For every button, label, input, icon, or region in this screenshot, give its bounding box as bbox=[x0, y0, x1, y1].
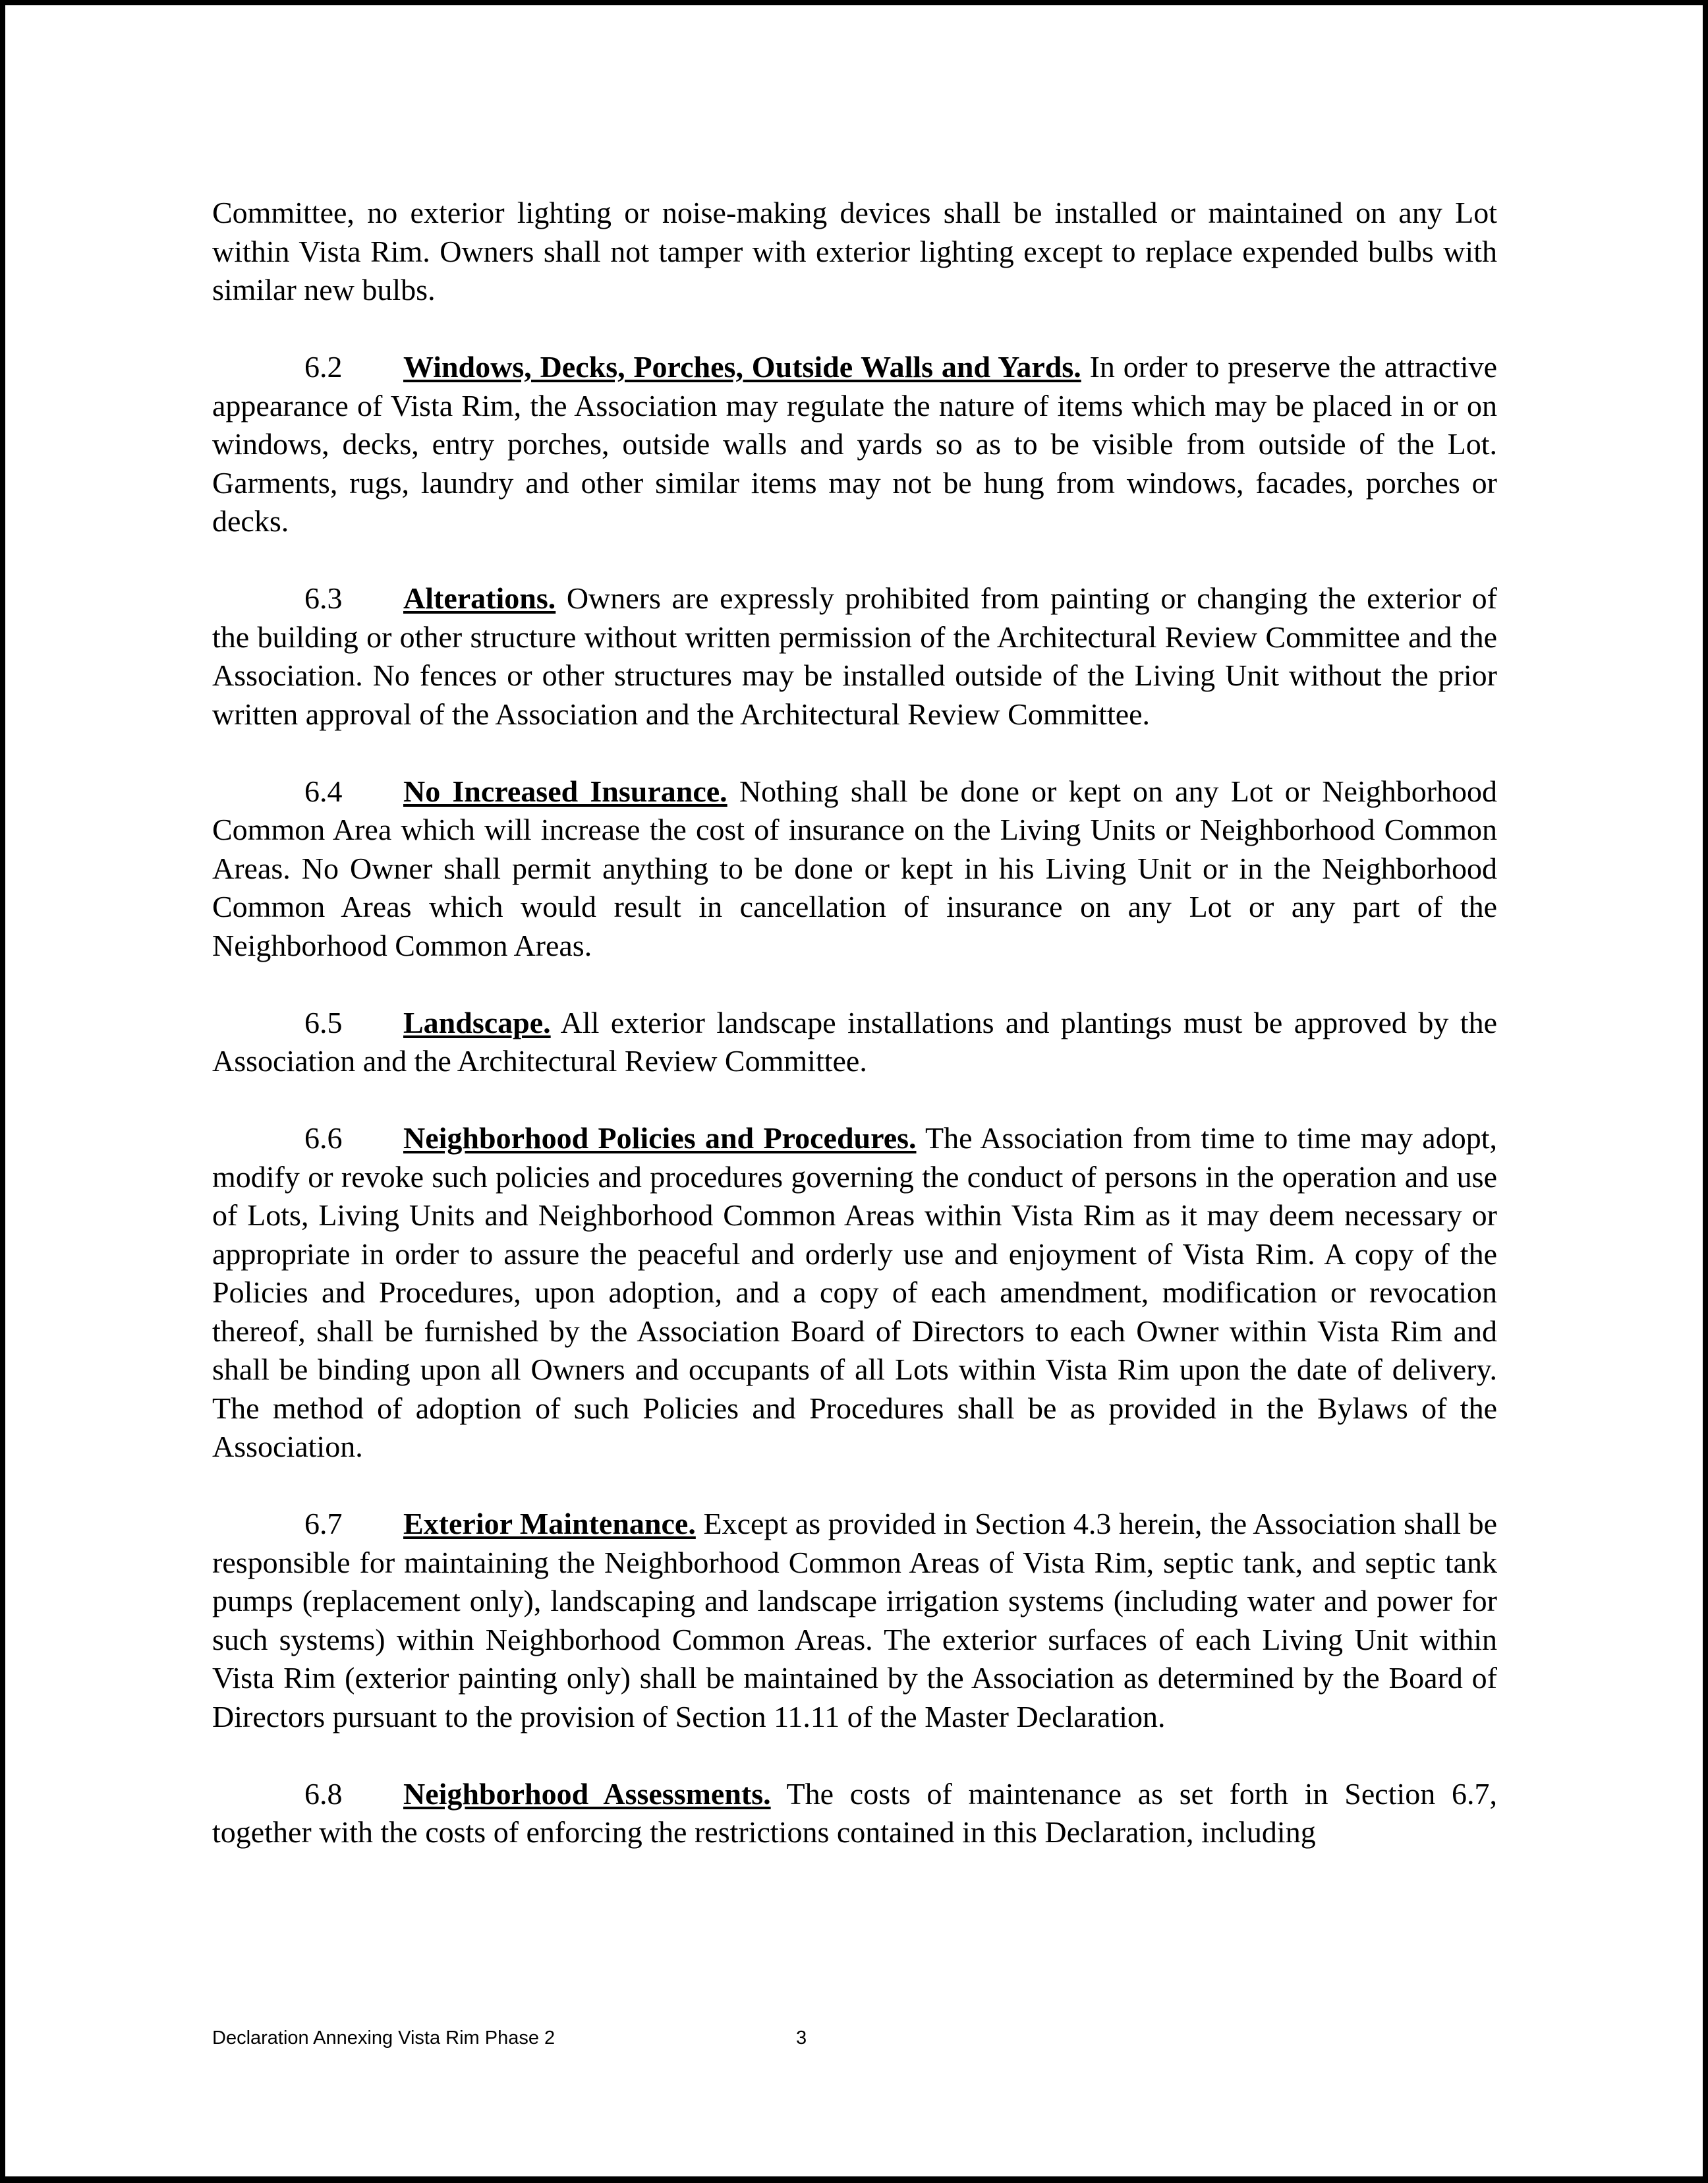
section-6-3 bbox=[212, 579, 1497, 734]
section-number: 6.6 bbox=[304, 1121, 343, 1155]
section-body: The Association from time to time may adopt, modify or revoke such policies and procedures governing the conduct of persons in the operation and use of Lots, Living Units and Neighborhood Common Areas within Vista Rim as it may deem necessary or appropriate in order to assure the peaceful and orderly use and enjoyment of Vista Rim. A copy of the Policies and Procedures, upon adoption, and a copy of each amendment, modification or revocation thereof, shall be furnished by the Association Board of Directors to each Owner within Vista Rim and shall be binding upon all Owners and occupants of all Lots within Vista Rim upon the date of delivery. The method of adoption of such Policies and Procedures shall be as provided in the Bylaws of the Association. bbox=[212, 1121, 1497, 1463]
document-body bbox=[212, 194, 1497, 1890]
section-heading: Neighborhood Assessments. bbox=[403, 1776, 771, 1811]
section-number: 6.2 bbox=[304, 350, 343, 384]
section-number: 6.7 bbox=[304, 1507, 343, 1540]
section-heading: Windows, Decks, Porches, Outside Walls and Yards. bbox=[403, 350, 1081, 384]
page-number: 3 bbox=[796, 2027, 807, 2049]
scan-border-left bbox=[0, 0, 5, 2183]
section-number: 6.4 bbox=[304, 774, 343, 808]
section-number: 6.5 bbox=[304, 1005, 343, 1039]
section-6-4 bbox=[212, 772, 1497, 966]
section-6-5 bbox=[212, 1004, 1497, 1081]
section-6-2 bbox=[212, 348, 1497, 541]
section-body: All exterior landscape installations and plantings must be approved by the Association and the Architectural Review Committee. bbox=[212, 1005, 1497, 1078]
section-body: Nothing shall be done or kept on any Lot or Neighborhood Common Area which will increase the cost of insurance on the Living Units or Neighborhood Common Areas. No Owner shall permit anything to be done or kept in his Living Unit or in the Neighborhood Common Areas which would result in cancellation of insurance on any Lot or any part of the Neighborhood Common Areas. bbox=[212, 774, 1498, 962]
scan-border-top bbox=[0, 0, 1708, 5]
section-number: 6.3 bbox=[304, 581, 343, 615]
footer-document-title: Declaration Annexing Vista Rim Phase 2 bbox=[212, 2027, 555, 2049]
section-heading: Neighborhood Policies and Procedures. bbox=[403, 1121, 917, 1155]
section-6-7 bbox=[212, 1505, 1497, 1736]
section-heading: Exterior Maintenance. bbox=[403, 1507, 696, 1540]
section-number: 6.8 bbox=[304, 1776, 343, 1811]
section-heading: Alterations. bbox=[403, 581, 556, 615]
section-body: Except as provided in Section 4.3 herein, the Association shall be responsible for maintaining the Neighborhood Common Areas of Vista Rim, septic tank, and septic tank pumps (replacement only), landscaping and landscape irrigation systems (including water and power for such systems) within Neighborhood Common Areas. The exterior surfaces of each Living Unit within Vista Rim (exterior painting only) shall be maintained by the Association as determined by the Board of Directors pursuant to the provision of Section 11.11 of the Master Declaration. bbox=[212, 1507, 1498, 1733]
section-body: In order to preserve the attractive appearance of Vista Rim, the Association may regulate the nature of items which may be placed in or on windows, decks, entry porches, outside walls and yards so as to be visible from outside of the Lot. Garments, rugs, laundry and other similar items may not be hung from windows, facades, porches or decks. bbox=[212, 350, 1498, 538]
section-body: The costs of maintenance as set forth in Section 6.7, together with the costs of enforcing the restrictions contained in this Declaration, including bbox=[212, 1776, 1497, 1849]
intro-paragraph: Committee, no exterior lighting or noise-making devices shall be installed or maintained on any Lot within Vista Rim. Owners shall not tamper with exterior lighting except to replace expended bulbs with similar new bulbs. bbox=[212, 196, 1497, 306]
scan-border-bottom bbox=[0, 2176, 1708, 2183]
section-heading: No Increased Insurance. bbox=[403, 774, 727, 808]
section-6-6 bbox=[212, 1119, 1497, 1467]
section-heading: Landscape. bbox=[403, 1005, 551, 1039]
section-body: Owners are expressly prohibited from painting or changing the exterior of the building or other structure without written permission of the Architectural Review Committee and the Association. No fences or other structures may be installed outside of the Living Unit without the prior written approval of the Association and the Architectural Review Committee. bbox=[212, 581, 1498, 731]
section-6-8 bbox=[212, 1775, 1497, 1852]
scan-border-right bbox=[1703, 0, 1708, 2183]
